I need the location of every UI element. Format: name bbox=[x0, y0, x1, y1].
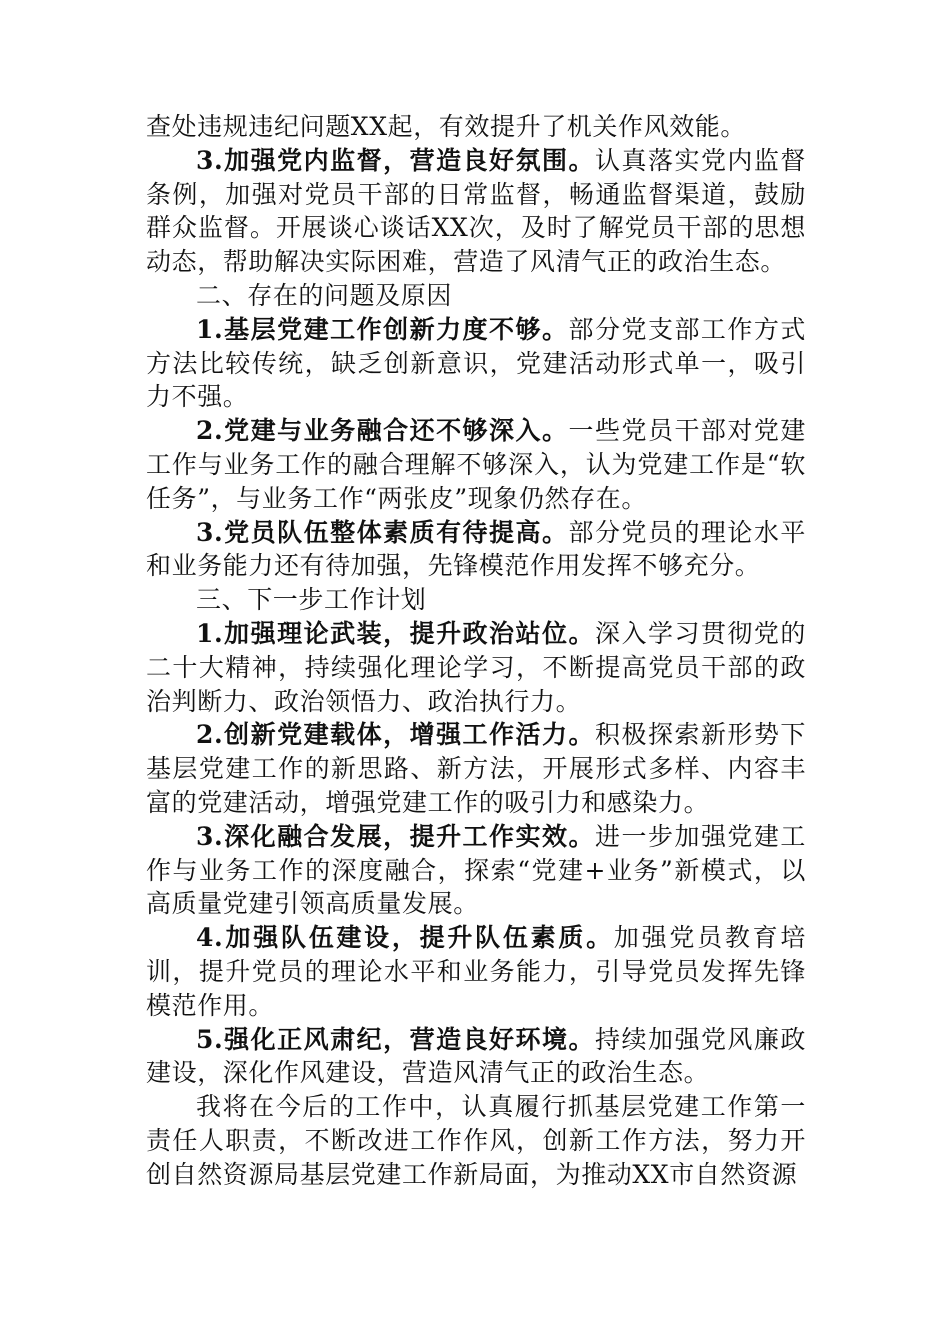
section-heading-text: 三、下一步工作计划 bbox=[196, 585, 427, 615]
paragraph-text: 部分党员的理论水平和业务能力还有待加强，先锋模范作用发挥不够充分。 bbox=[146, 517, 806, 581]
paragraph-item bbox=[146, 921, 806, 1022]
paragraph-continuation bbox=[146, 110, 806, 144]
paragraph-text: 持续加强党风廉政建设，深化作风建设，营造风清气正的政治生态。 bbox=[146, 1024, 807, 1088]
paragraph-text: 认真落实党内监督条例，加强对党员干部的日常监督，畅通监督渠道，鼓励群众监督。开展谈心谈话XX次，及时了解党员干部的思想动态，帮助解决实际困难，营造了风清气正的政治生态。 bbox=[146, 145, 807, 277]
paragraph-lead: 5.强化正风肃纪，营造良好环境。 bbox=[196, 1024, 595, 1054]
paragraph-text: 积极探索新形势下基层党建工作的新思路、新方法，开展形式多样、内容丰富的党建活动，增强党建工作的吸引力和感染力。 bbox=[146, 720, 807, 817]
paragraph-item bbox=[146, 414, 806, 515]
paragraph-item bbox=[146, 718, 806, 819]
paragraph-text: 一些党员干部对党建工作与业务工作的融合理解不够深入，认为党建工作是“软任务”，与业务工作“两张皮”现象仍然存在。 bbox=[146, 416, 806, 513]
closing-paragraph bbox=[146, 1090, 806, 1191]
paragraph-item bbox=[146, 516, 806, 584]
paragraph-lead: 3.党员队伍整体素质有待提高。 bbox=[196, 517, 569, 547]
paragraph-item bbox=[146, 1023, 806, 1091]
paragraph-text: 加强党员教育培训，提升党员的理论水平和业务能力，引导党员发挥先锋模范作用。 bbox=[146, 923, 807, 1020]
paragraph-text: 我将在今后的工作中，认真履行抓基层党建工作第一责任人职责，不断改进工作作风，创新工作方法，努力开创自然资源局基层党建工作新局面，为推动XX市自然资源 bbox=[146, 1092, 806, 1189]
paragraph-item bbox=[146, 144, 806, 279]
paragraph-lead: 3.深化融合发展，提升工作实效。 bbox=[196, 821, 595, 851]
paragraph-item bbox=[146, 617, 806, 718]
paragraph-text: 部分党支部工作方式方法比较传统，缺乏创新意识，党建活动形式单一，吸引力不强。 bbox=[146, 314, 806, 412]
document-page bbox=[146, 110, 806, 1192]
section-heading-text: 二、存在的问题及原因 bbox=[196, 280, 453, 310]
section-heading bbox=[146, 583, 806, 617]
paragraph-lead: 2.创新党建载体，增强工作活力。 bbox=[196, 720, 595, 750]
paragraph-item bbox=[146, 313, 806, 414]
paragraph-lead: 3.加强党内监督，营造良好氛围。 bbox=[196, 145, 595, 175]
paragraph-lead: 1.基层党建工作创新力度不够。 bbox=[196, 314, 569, 344]
paragraph-item bbox=[146, 820, 806, 921]
paragraph-text: 查处违规违纪问题XX起，有效提升了机关作风效能。 bbox=[146, 112, 746, 141]
paragraph-text: 深入学习贯彻党的二十大精神，持续强化理论学习，不断提高党员干部的政治判断力、政治领悟力、政治执行力。 bbox=[146, 618, 807, 716]
paragraph-lead: 4.加强队伍建设，提升队伍素质。 bbox=[196, 923, 614, 953]
paragraph-text: 进一步加强党建工作与业务工作的深度融合，探索“党建+业务”新模式，以高质量党建引领高质量发展。 bbox=[146, 821, 807, 919]
paragraph-lead: 2.党建与业务融合还不够深入。 bbox=[196, 416, 569, 446]
section-heading bbox=[146, 279, 806, 313]
paragraph-lead: 1.加强理论武装，提升政治站位。 bbox=[196, 618, 595, 648]
